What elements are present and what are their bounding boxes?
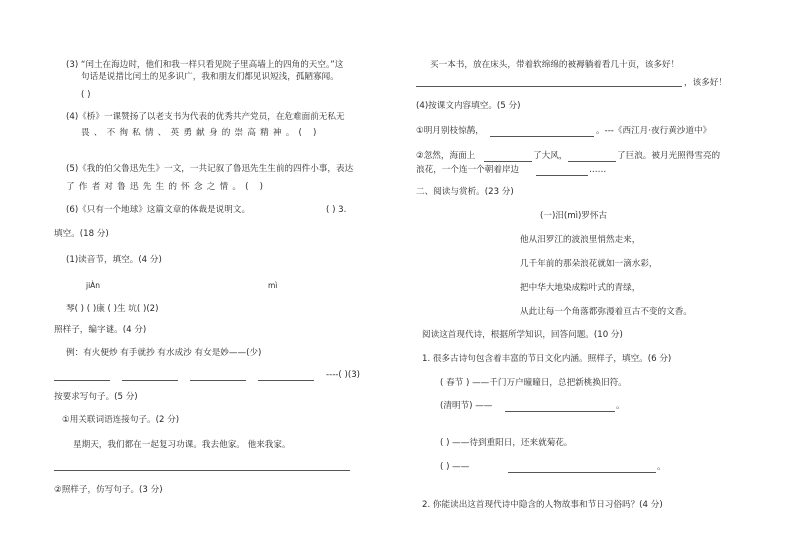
reading-instruction: 阅读这首现代诗，根据所学知识，回答问题。(10 分) bbox=[422, 330, 623, 340]
riddle-example: 例：有火便炒 有手就抄 有水成沙 有女是妙——(少) bbox=[66, 348, 262, 358]
reading-q1-a-head: (清明节) —— bbox=[440, 401, 493, 411]
q3-line2: 句话是说措比闰土的见多识广，我和朋友们都见识短浅，孤陋寡闻。 bbox=[81, 72, 339, 82]
q3-line1: (3) “闰土在海边时，他们和我一样只看见院子里高墙上的四角的天空。”这 bbox=[66, 60, 344, 70]
conjunction-answer-line[interactable] bbox=[54, 470, 350, 471]
reading-q1-example: ( 春节 ) ——千门万户曈曈日，总把新桃换旧符。 bbox=[440, 378, 627, 388]
excerpt-line1-b: 了大风， bbox=[533, 151, 568, 161]
excerpt-line1-a: ②忽然，海面上 bbox=[416, 151, 476, 161]
conjunction-title: ①用关联词语连接句子。(2 分) bbox=[62, 415, 180, 425]
q6-answer-paren: ( ) 3. bbox=[326, 205, 347, 215]
excerpt-blank-2[interactable] bbox=[568, 161, 616, 162]
reading-q1-b: ( ) ——待到重阳日，还来就菊花。 bbox=[440, 438, 573, 448]
q3-answer-paren: ( ) bbox=[81, 90, 91, 100]
reading-q1-a-blank[interactable] bbox=[505, 411, 615, 412]
excerpt-blank-3[interactable] bbox=[536, 175, 588, 176]
section3-title: 填空。(18 分) bbox=[54, 229, 109, 239]
pinyin-jian: jiÀn bbox=[86, 281, 101, 290]
pinyin-mi: mì bbox=[268, 281, 278, 290]
excerpt-line1-c: 了巨浪。被月光照得雪亮的 bbox=[617, 151, 721, 161]
reading-q2: 2. 你能读出这首现代诗中隐含的人物故事和节日习俗吗？(4 分) bbox=[422, 500, 663, 510]
poem-title: (一)汨(mì)罗怀古 bbox=[540, 211, 608, 221]
riddle-title: 照样子，编字谜。(4 分) bbox=[54, 325, 147, 335]
right-line2-blank[interactable] bbox=[416, 86, 682, 87]
reading-q1-c-head: ( ) —— bbox=[440, 462, 470, 472]
section2-title: 二、阅读与赏析。(23 分) bbox=[416, 187, 514, 197]
fill-text-title: (4)按课文内容填空。(5 分) bbox=[416, 101, 521, 111]
reading-q1-a-period: 。 bbox=[616, 401, 625, 411]
excerpt-line2-a: 浪花，一个连一个朝着岸边 bbox=[416, 165, 520, 175]
excerpt-blank-1[interactable] bbox=[484, 161, 532, 162]
riddle-tail: ----( )(3) bbox=[326, 370, 361, 380]
reading-q1-c-blank[interactable] bbox=[508, 472, 656, 473]
riddle-blank-3[interactable] bbox=[190, 380, 246, 381]
rewrite-title: 按要求写句子。(5 分) bbox=[54, 392, 138, 402]
poem-line-3: 把中华大地染成粽叶式的青绿， bbox=[520, 283, 641, 293]
q4-line1: (4)《桥》一课赞扬了以老支书为代表的优秀共产党员，在危难面前无私无 bbox=[66, 112, 345, 122]
riddle-blank-4[interactable] bbox=[258, 380, 314, 381]
reading-q1-c-period: 。 bbox=[657, 462, 666, 472]
riddle-blank-1[interactable] bbox=[54, 380, 110, 381]
reading-q1: 1. 很多古诗句包含着丰富的节日文化内涵。照样子，填空。(6 分) bbox=[422, 354, 672, 364]
poem1-head: ①明月别枝惊鹊， bbox=[416, 126, 484, 136]
pinyin-fill-row: 琴( ) ( )康 ( )生 坑( )(2) bbox=[66, 304, 159, 314]
imitate-title: ②照样子，仿写句子。(3 分) bbox=[54, 485, 163, 495]
poem-line-1: 他从汨罗江的波浪里悄然走来， bbox=[520, 235, 641, 245]
q5-line1: (5)《我的伯父鲁迅先生》一文，一共记叙了鲁迅先生生前的四件小事，表达 bbox=[66, 164, 354, 174]
pinyin-question-title: (1)读音节，填空。(4 分) bbox=[66, 255, 162, 265]
right-line1: 买一本书，放在床头，带着软绵绵的被褥躺着看几十页，该多好！ bbox=[430, 60, 680, 70]
poem-line-4: 从此让每一个角落都弥漫着亘古不变的文香。 bbox=[520, 307, 692, 317]
poem1-tail: 。---《西江月·夜行黄沙道中》 bbox=[596, 126, 712, 136]
poem1-blank[interactable] bbox=[490, 136, 594, 137]
poem-line-2: 几千年前的那朵浪花就如一滴水彩， bbox=[520, 259, 658, 269]
q6-line: (6)《只有一个地球》这篇文章的体裁是说明文。 bbox=[66, 205, 251, 215]
q4-line2: 畏、不徇私情、英勇献身的崇高精神。( ) bbox=[81, 128, 321, 138]
q5-line2: 了作者对鲁迅先生的怀念之情。( ) bbox=[66, 182, 268, 192]
conjunction-sentence: 星期天，我们都在一起复习功课。我去他家。 他来我家。 bbox=[73, 440, 291, 450]
right-line2-tail: ，该多好！ bbox=[684, 78, 727, 88]
excerpt-line2-b: …… bbox=[589, 165, 607, 175]
riddle-blank-2[interactable] bbox=[122, 380, 178, 381]
